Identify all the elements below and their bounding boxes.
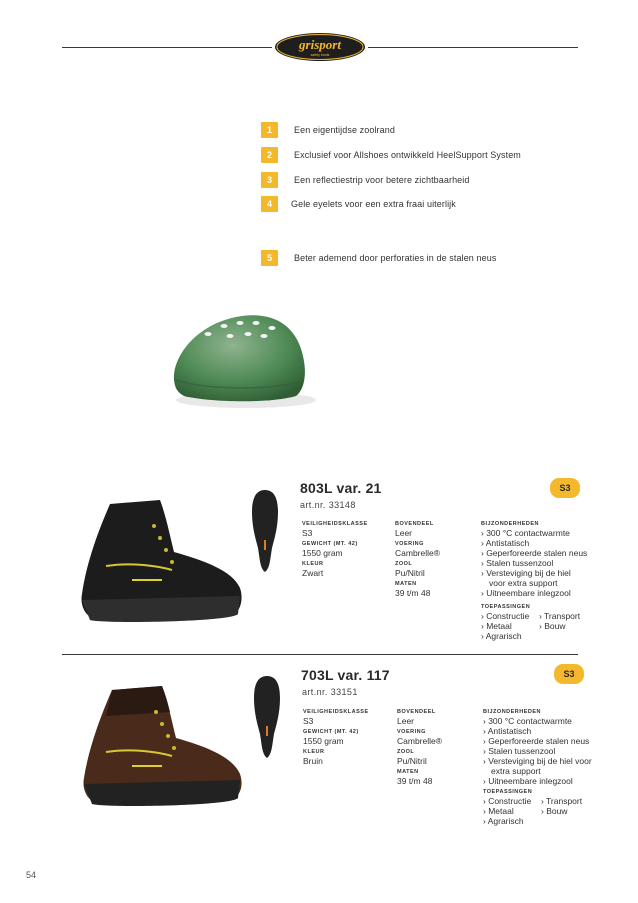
- feature-text: Een eigentijdse zoolrand: [294, 125, 395, 135]
- list-item: › Bouw: [539, 621, 566, 631]
- spec-label: VOERING: [397, 729, 426, 735]
- list-item: › Geperforeerde stalen neus: [481, 548, 588, 558]
- spec-label: KLEUR: [302, 561, 324, 567]
- spec-label: BIJZONDERHEDEN: [481, 521, 540, 527]
- spec-value: Pu/Nitril: [397, 756, 427, 766]
- sole-image-black: [250, 488, 280, 574]
- safety-class-badge: S3: [554, 664, 584, 684]
- feature-3: [261, 172, 470, 188]
- specs-bijzonderheden: [483, 709, 592, 786]
- spec-label: GEWICHT (MT. 42): [302, 541, 358, 547]
- product-art-nr: art.nr. 33151: [302, 687, 358, 697]
- product-name: 803L var. 21: [300, 480, 382, 496]
- feature-number: 3: [261, 172, 278, 188]
- logo-text: grisport: [299, 37, 341, 52]
- list-item: › Constructie: [481, 611, 530, 621]
- feature-number: 2: [261, 147, 278, 163]
- specs-left: [302, 521, 368, 581]
- list-item: › Agrarisch: [483, 816, 524, 826]
- list-item: › Versteviging bij de hiel voor: [483, 756, 592, 766]
- feature-5: [261, 250, 496, 266]
- spec-label: MATEN: [397, 769, 419, 775]
- list-item: › Geperforeerde stalen neus: [483, 736, 590, 746]
- spec-value: 1550 gram: [302, 548, 343, 558]
- feature-number: 5: [261, 250, 278, 266]
- spec-label: TOEPASSINGEN: [483, 789, 533, 795]
- list-item: › Antistatisch: [481, 538, 530, 548]
- list-item: › 300 °C contactwarmte: [483, 716, 572, 726]
- list-item: › Antistatisch: [483, 726, 532, 736]
- spec-value: Zwart: [302, 568, 324, 578]
- spec-value: 39 t/m 48: [397, 776, 433, 786]
- list-item: › Metaal: [481, 621, 512, 631]
- header-rule-left: [62, 47, 272, 48]
- boot-image-brown: [66, 682, 246, 814]
- list-item: › 300 °C contactwarmte: [481, 528, 570, 538]
- list-item: › Transport: [539, 611, 581, 621]
- feature-text: Gele eyelets voor een extra fraai uiterlijk: [291, 199, 456, 209]
- spec-value: S3: [302, 528, 313, 538]
- list-item: › Stalen tussenzool: [483, 746, 556, 756]
- list-item: extra support: [491, 766, 541, 776]
- specs-mid: [395, 521, 440, 601]
- spec-label: ZOOL: [397, 749, 415, 755]
- product-separator: [62, 654, 578, 655]
- spec-value: Bruin: [303, 756, 323, 766]
- feature-text: Beter ademend door perforaties in de stalen neus: [294, 253, 497, 263]
- spec-label: VEILIGHEIDSKLASSE: [303, 709, 369, 715]
- grisport-logo: [274, 32, 366, 62]
- list-item: › Versteviging bij de hiel: [481, 568, 571, 578]
- list-item: › Constructie: [483, 796, 532, 806]
- feature-text: Exclusief voor Allshoes ontwikkeld HeelSupport System: [294, 150, 521, 160]
- spec-value: Leer: [395, 528, 413, 538]
- spec-value: Leer: [397, 716, 415, 726]
- spec-label: BOVENDEEL: [395, 521, 434, 527]
- spec-label: MATEN: [395, 581, 417, 587]
- specs-toepassingen: [481, 604, 530, 641]
- specs-bijzonderheden: [481, 521, 587, 598]
- feature-number: 1: [261, 122, 278, 138]
- feature-number: 4: [261, 196, 278, 212]
- logo-tagline: safety boots: [310, 53, 330, 57]
- list-item: voor extra support: [489, 578, 558, 588]
- spec-label: VEILIGHEIDSKLASSE: [302, 521, 368, 527]
- list-item: › Stalen tussenzool: [481, 558, 554, 568]
- perforated-toecap-image: [168, 296, 318, 416]
- spec-value: Cambrelle®: [397, 736, 442, 746]
- product-art-nr: art.nr. 33148: [300, 500, 356, 510]
- specs-mid: [397, 709, 442, 789]
- list-item: › Uitneembare inlegzool: [483, 776, 573, 786]
- list-item: › Metaal: [483, 806, 514, 816]
- list-item: › Agrarisch: [481, 631, 522, 641]
- spec-value: Cambrelle®: [395, 548, 440, 558]
- list-item: › Transport: [541, 796, 583, 806]
- spec-value: Pu/Nitril: [395, 568, 425, 578]
- boot-image-black: [62, 496, 246, 630]
- feature-text: Een reflectiestrip voor betere zichtbaarheid: [294, 175, 470, 185]
- feature-2: [261, 147, 521, 163]
- specs-left: [303, 709, 369, 769]
- list-item: › Bouw: [541, 806, 568, 816]
- page-number: 54: [26, 870, 37, 880]
- spec-label: BOVENDEEL: [397, 709, 436, 715]
- specs-toepassingen-b: [539, 611, 580, 631]
- header-rule-right: [368, 47, 578, 48]
- spec-label: TOEPASSINGEN: [481, 604, 531, 610]
- product-name: 703L var. 117: [301, 667, 390, 683]
- spec-label: GEWICHT (MT. 42): [303, 729, 359, 735]
- sole-image-brown: [252, 674, 282, 760]
- spec-value: 1550 gram: [303, 736, 344, 746]
- spec-label: ZOOL: [395, 561, 413, 567]
- feature-1: [261, 122, 395, 138]
- spec-label: VOERING: [395, 541, 424, 547]
- spec-label: BIJZONDERHEDEN: [483, 709, 542, 715]
- specs-toepassingen: [483, 789, 532, 826]
- spec-value: S3: [303, 716, 314, 726]
- specs-toepassingen-b: [541, 796, 582, 816]
- spec-label: KLEUR: [303, 749, 325, 755]
- feature-4: [261, 196, 456, 212]
- spec-value: 39 t/m 48: [395, 588, 431, 598]
- list-item: › Uitneembare inlegzool: [481, 588, 571, 598]
- safety-class-badge: S3: [550, 478, 580, 498]
